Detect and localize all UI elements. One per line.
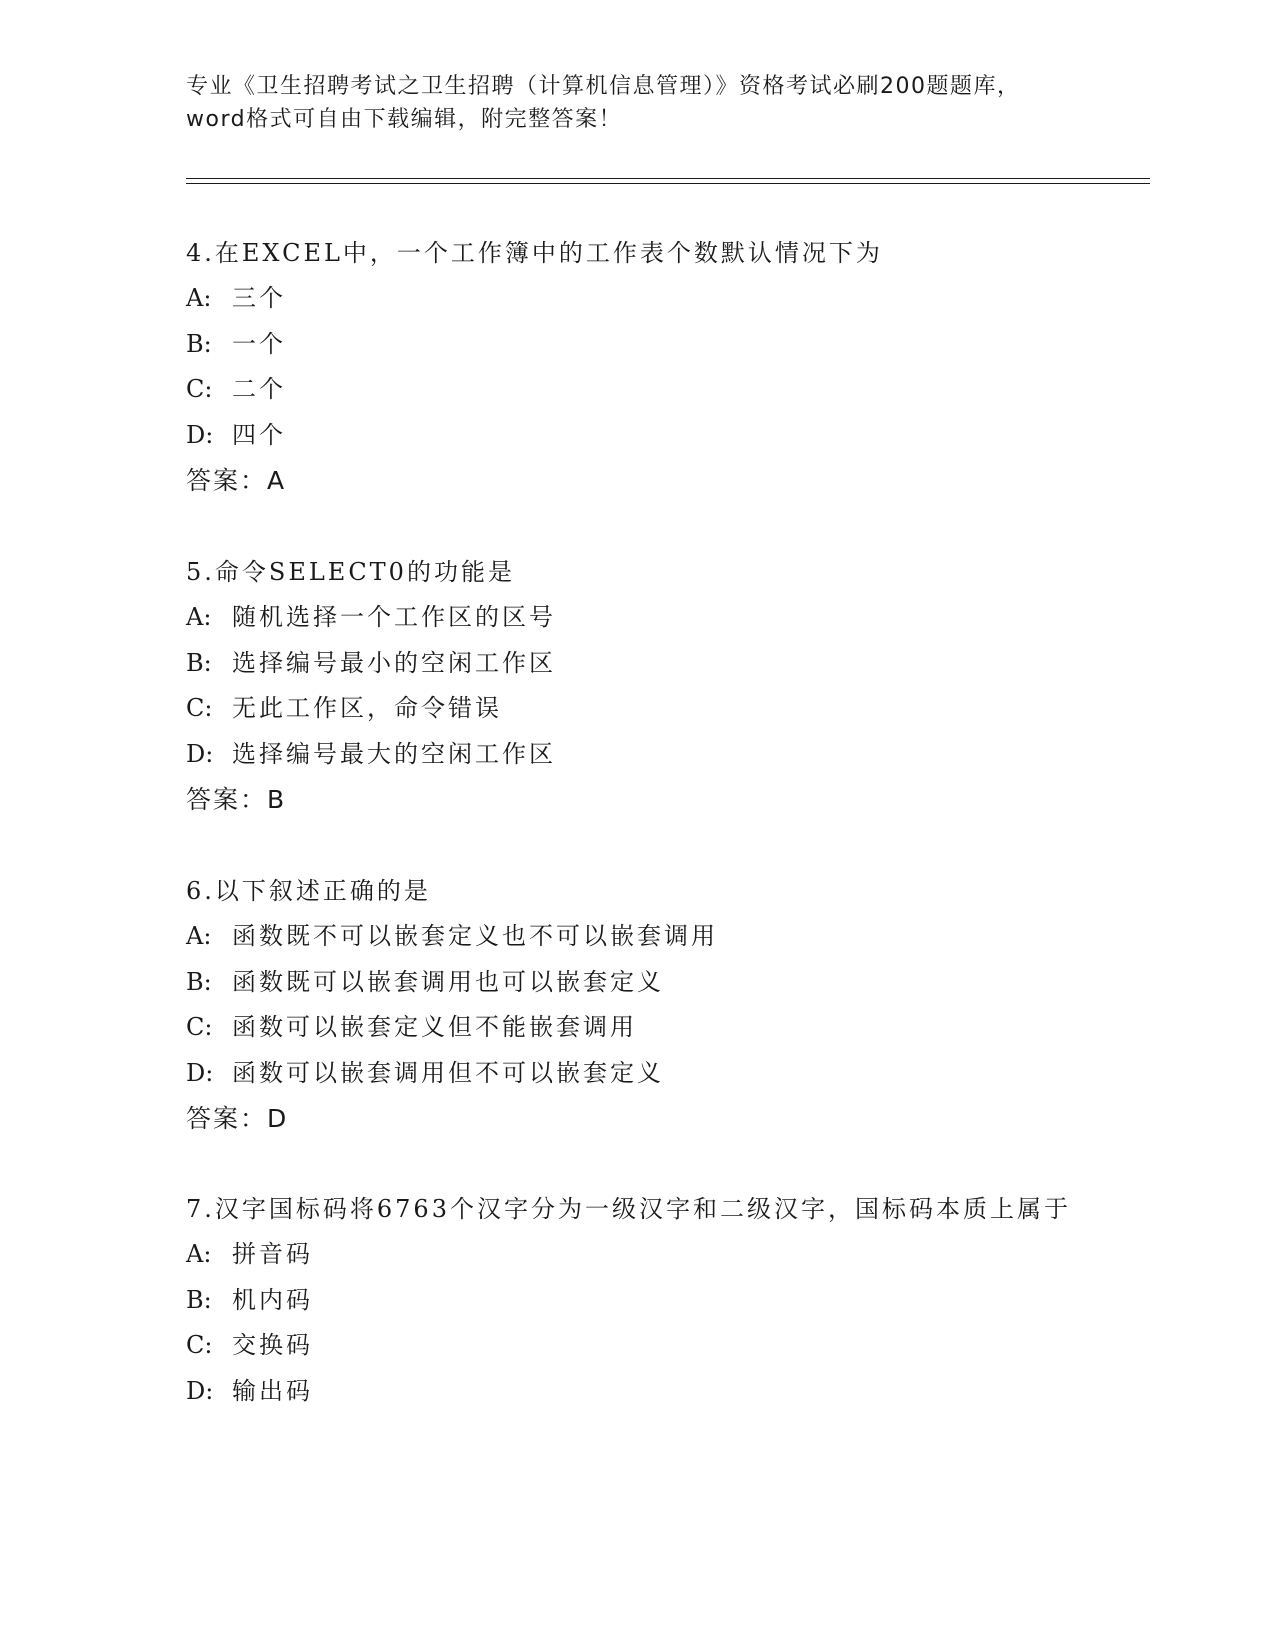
option-b <box>186 641 1106 687</box>
option-text: 输出码 <box>232 1376 313 1405</box>
header-line-1: 专业《卫生招聘考试之卫生招聘（计算机信息管理）》资格考试必刷200题题库， <box>186 74 1021 99</box>
document-header <box>186 70 1086 136</box>
option-text: 选择编号最小的空闲工作区 <box>232 648 556 677</box>
question-7 <box>186 1187 1106 1414</box>
option-text: 函数可以嵌套定义但不能嵌套调用 <box>232 1013 637 1041</box>
option-b <box>186 960 1106 1006</box>
option-a <box>186 914 1106 960</box>
option-text: 一个 <box>232 329 286 358</box>
option-text: 随机选择一个工作区的区号 <box>232 603 556 631</box>
option-text: 二个 <box>232 375 286 403</box>
option-b <box>186 322 1106 368</box>
option-d <box>186 1051 1106 1097</box>
option-letter: B: <box>186 329 212 358</box>
option-d <box>186 413 1106 459</box>
option-c <box>186 1323 1106 1369</box>
option-letter: D: <box>186 1376 214 1405</box>
option-letter: C: <box>186 375 213 403</box>
option-letter: A: <box>186 284 212 312</box>
option-c <box>186 686 1106 732</box>
option-c <box>186 367 1106 413</box>
header-divider-bottom <box>186 183 1150 184</box>
option-letter: B: <box>186 648 212 677</box>
option-letter: C: <box>186 694 213 722</box>
option-c <box>186 1005 1106 1051</box>
option-b <box>186 1278 1106 1324</box>
option-letter: A: <box>186 1240 212 1268</box>
option-letter: C: <box>186 1331 213 1359</box>
question-stem: 5.命令SELECT0的功能是 <box>186 558 515 586</box>
option-text: 交换码 <box>232 1331 313 1359</box>
header-divider-top <box>186 178 1150 179</box>
option-text: 拼音码 <box>232 1240 313 1268</box>
option-a <box>186 1232 1106 1278</box>
question-stem: 7.汉字国标码将6763个汉字分为一级汉字和二级汉字，国标码本质上属于 <box>186 1195 1071 1223</box>
option-text: 无此工作区，命令错误 <box>232 694 502 722</box>
option-text: 函数可以嵌套调用但不可以嵌套定义 <box>232 1058 664 1087</box>
option-letter: A: <box>186 922 212 950</box>
question-stem: 4.在EXCEL中，一个工作簿中的工作表个数默认情况下为 <box>186 239 883 267</box>
option-letter: B: <box>186 967 212 996</box>
option-text: 函数既不可以嵌套定义也不可以嵌套调用 <box>232 922 718 950</box>
option-letter: D: <box>186 420 214 449</box>
option-d <box>186 732 1106 778</box>
option-text: 机内码 <box>232 1285 313 1314</box>
header-line-2: word格式可自由下载编辑，附完整答案！ <box>186 107 623 132</box>
option-letter: D: <box>186 739 214 768</box>
option-a <box>186 595 1106 641</box>
question-stem: 6.以下叙述正确的是 <box>186 877 431 905</box>
option-text: 四个 <box>232 420 286 449</box>
option-a <box>186 276 1106 322</box>
question-6 <box>186 869 1106 1142</box>
answer: 答案：D <box>186 1104 289 1133</box>
answer: 答案：A <box>186 466 287 495</box>
option-letter: D: <box>186 1058 214 1087</box>
answer: 答案：B <box>186 785 287 814</box>
question-4 <box>186 231 1106 504</box>
option-d <box>186 1369 1106 1415</box>
option-letter: A: <box>186 603 212 631</box>
question-5 <box>186 550 1106 823</box>
option-letter: B: <box>186 1285 212 1314</box>
option-text: 三个 <box>232 284 286 312</box>
option-letter: C: <box>186 1013 213 1041</box>
option-text: 函数既可以嵌套调用也可以嵌套定义 <box>232 967 664 996</box>
option-text: 选择编号最大的空闲工作区 <box>232 739 556 768</box>
